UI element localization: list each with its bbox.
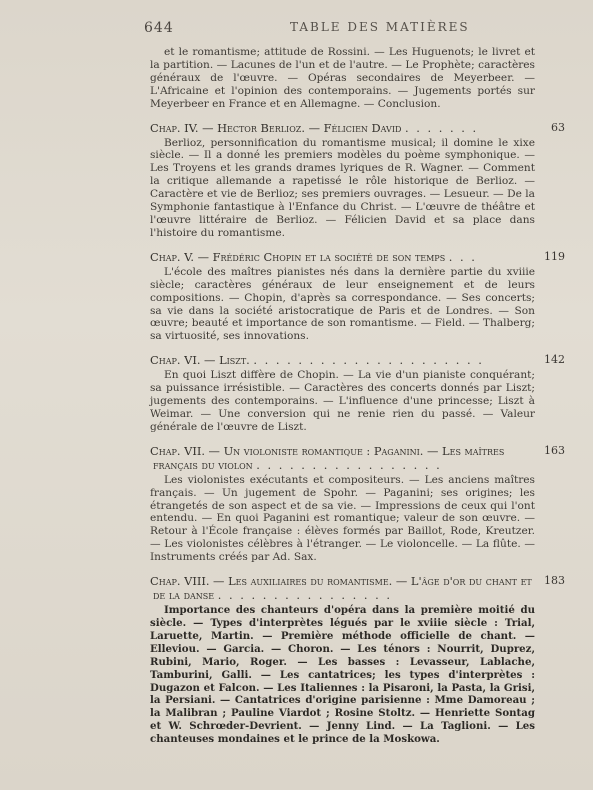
- dot-leader: . . . . . . . . . . . . . . . . .: [256, 457, 442, 472]
- chapter-page-number: 163: [544, 443, 565, 457]
- chapter-entry-viii: [150, 574, 565, 746]
- chapter-page-number: 183: [544, 574, 565, 588]
- chapter-title: Chap. VIII. — Les auxiliaires du romantisme. — L'âge d'or du chant et de la danse: [150, 574, 532, 603]
- chapter-page-number: 119: [544, 249, 565, 263]
- page-number: 644: [144, 20, 174, 36]
- chapter-summary: L'école des maîtres pianistes nés dans la dernière partie du xviiie siècle; caractères généraux de leur enseignement et de leurs compositions. — Chopin, d'après sa correspondance. — Ses concerts; sa vie dans la société aristocratique de Paris et de Londres. — Son œuvre; beauté et importance de son romantisme. — Field. — Thalberg; sa virtuosité, ses innovations.: [150, 265, 535, 343]
- chapter-summary: En quoi Liszt diffère de Chopin. — La vie d'un pianiste conquérant; sa puissance irrésistible. — Caractères des concerts donnés par Liszt; jugements des contemporains. — L'influence d'une princesse; Liszt à Weimar. — Une conversion qui ne renie rien du passé. — Valeur générale de l'œuvre de Liszt.: [150, 369, 535, 433]
- chapter-title: Chap. VII. — Un violoniste romantique : Paganini. — Les maîtres français du violon: [150, 443, 505, 472]
- chapter-page-number: 142: [544, 353, 565, 367]
- chapter-title: Chap. V. — Frédéric Chopin et la société de son temps: [150, 249, 446, 264]
- chapter-summary: Berlioz, personnification du romantisme musical; il domine le xixe siècle. — Il a donné les premiers modèles du poème symphonique. — Les Troyens et les grands drames lyriques de R. Wagner. — Comment la critique allemande a rapetissé le rôle historique de Berlioz. — Caractère et vie de Berlioz; ses premiers ouvrages. — Lesueur. — De la Symphonie fantastique à l'Enfance du Christ. — L'œuvre de théâtre et l'œuvre littéraire de Berlioz. — Félicien David et sa place dans l'histoire du romantisme.: [150, 136, 535, 239]
- table-of-contents: [150, 46, 565, 746]
- chapter-entry-iv: [150, 121, 565, 240]
- page-header: [0, 14, 593, 38]
- dot-leader: . . .: [448, 249, 477, 264]
- chapter-page-number: 63: [551, 120, 565, 134]
- chapter-entry-vii: [150, 444, 565, 564]
- chapter-summary: Importance des chanteurs d'opéra dans la première moitié du siècle. — Types d'interprètes légués par le xviiie siècle : Trial, Laruette, Martin. — Première méthode officielle de chant. — Elleviou. — Garcia. — Choron. — Les ténors : Nourrit, Duprez, Rubini, Mario, Roger. — Les basses : Levasseur, Lablache, Tamburini, Galli. — Les cantatrices; les types d'interprètes : Dugazon et Falcon. — Les Italiennes : la Pisaroni, la Pasta, la Grisi, la Persiani. — Cantatrices d'origine parisienne : Mme Damoreau ; la Malibran ; Pauline Viardot ; Rosine Stoltz. — Henriette Sontag et W. Schrœder-Devrient. — Jenny Lind. — La Taglioni. — Les chanteuses mondaines et le prince de la Moskowa.: [150, 604, 535, 746]
- continued-summary: et le romantisme; attitude de Rossini. — Les Huguenots; le livret et la partition. — Lacunes de l'un et de l'autre. — Le Prophète; caractères généraux de l'œuvre. — Opéras secondaires de Meyerbeer. — L'Africaine et l'opinion des contemporains. — Jugements portés sur Meyerbeer en France et en Allemagne. — Conclusion.: [150, 46, 535, 110]
- chapter-title: Chap. IV. — Hector Berlioz. — Félicien David: [150, 120, 402, 135]
- dot-leader: . . . . . . .: [405, 120, 479, 135]
- chapter-entry-v: [150, 250, 565, 343]
- dot-leader: . . . . . . . . . . . . . . . . . . . . .: [253, 353, 484, 368]
- running-head: TABLE DES MATIÈRES: [290, 20, 470, 34]
- chapter-entry-vi: [150, 353, 565, 434]
- chapter-title: Chap. VI. — Liszt.: [150, 353, 250, 368]
- dot-leader: . . . . . . . . . . . . . . . .: [217, 588, 392, 603]
- chapter-summary: Les violonistes exécutants et compositeurs. — Les anciens maîtres français. — Un jugement de Spohr. — Paganini; ses origines; les étrangetés de son aspect et de sa vie. — Impressions de ceux qui l'ont entendu. — En quoi Paganini est romantique; valeur de son œuvre. — Retour à l'École française : élèves formés par Baillot, Rode, Kreutzer. — Les violonistes célèbres à l'étranger. — Le violoncelle. — La flûte. — Instruments créés par Ad. Sax.: [150, 473, 535, 564]
